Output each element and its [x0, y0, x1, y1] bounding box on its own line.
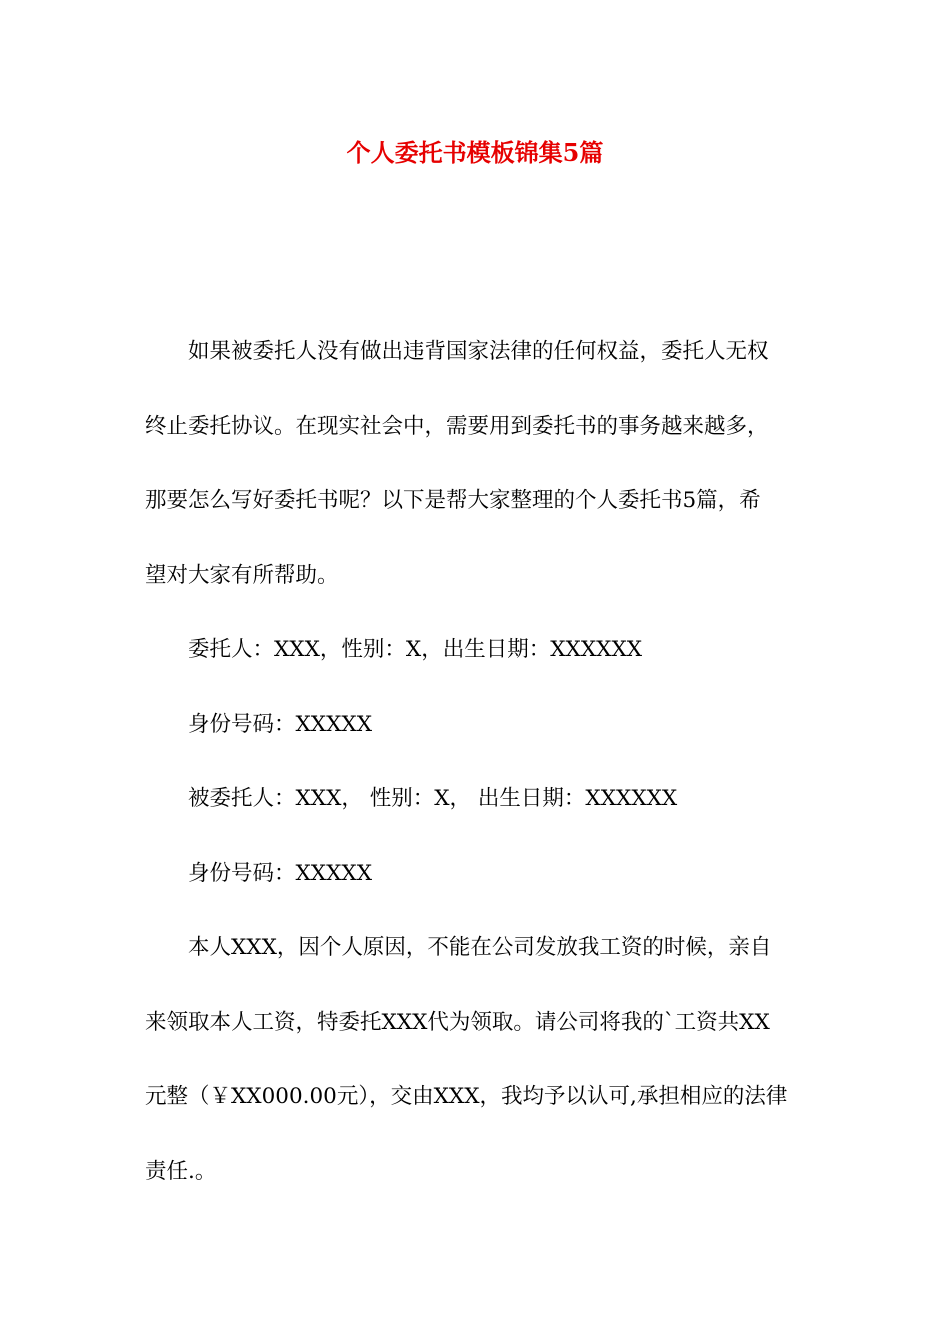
paragraph-intro — [145, 315, 807, 613]
text-line: 被委托人：XXX， 性别：X， 出生日期：XXXXXX — [188, 786, 678, 811]
text-line: 望对大家有所帮助。 — [145, 562, 339, 588]
text-line: 委托人：XXX，性别：X，出生日期：XXXXXX — [188, 637, 643, 662]
document-body — [145, 315, 807, 1209]
paragraph-principal — [145, 613, 807, 688]
paragraph-agent — [145, 762, 807, 837]
paragraph-principal-id — [145, 688, 807, 763]
text-line: 身份号码：XXXXX — [188, 860, 373, 886]
text-line: 终止委托协议。在现实社会中，需要用到委托书的事务越来越多， — [145, 413, 769, 439]
paragraph-agent-id — [145, 837, 807, 912]
text-line: 元整（￥XX000.00元），交由XXX，我均予以认可,承担相应的法律 — [145, 1084, 788, 1109]
text-line: 本人XXX，因个人原因，不能在公司发放我工资的时候，亲自 — [188, 935, 772, 960]
text-line: 身份号码：XXXXX — [188, 711, 373, 737]
document-title: 个人委托书模板锦集5篇 — [346, 138, 604, 167]
text-line: 责任.。 — [145, 1158, 217, 1184]
text-line: 那要怎么写好委托书呢？以下是帮大家整理的个人委托书5篇，希 — [145, 488, 761, 513]
paragraph-statement — [145, 911, 807, 1209]
text-line: 来领取本人工资，特委托XXX代为领取。请公司将我的`工资共XX — [145, 1009, 770, 1035]
text-line: 如果被委托人没有做出违背国家法律的任何权益，委托人无权 — [188, 339, 769, 364]
